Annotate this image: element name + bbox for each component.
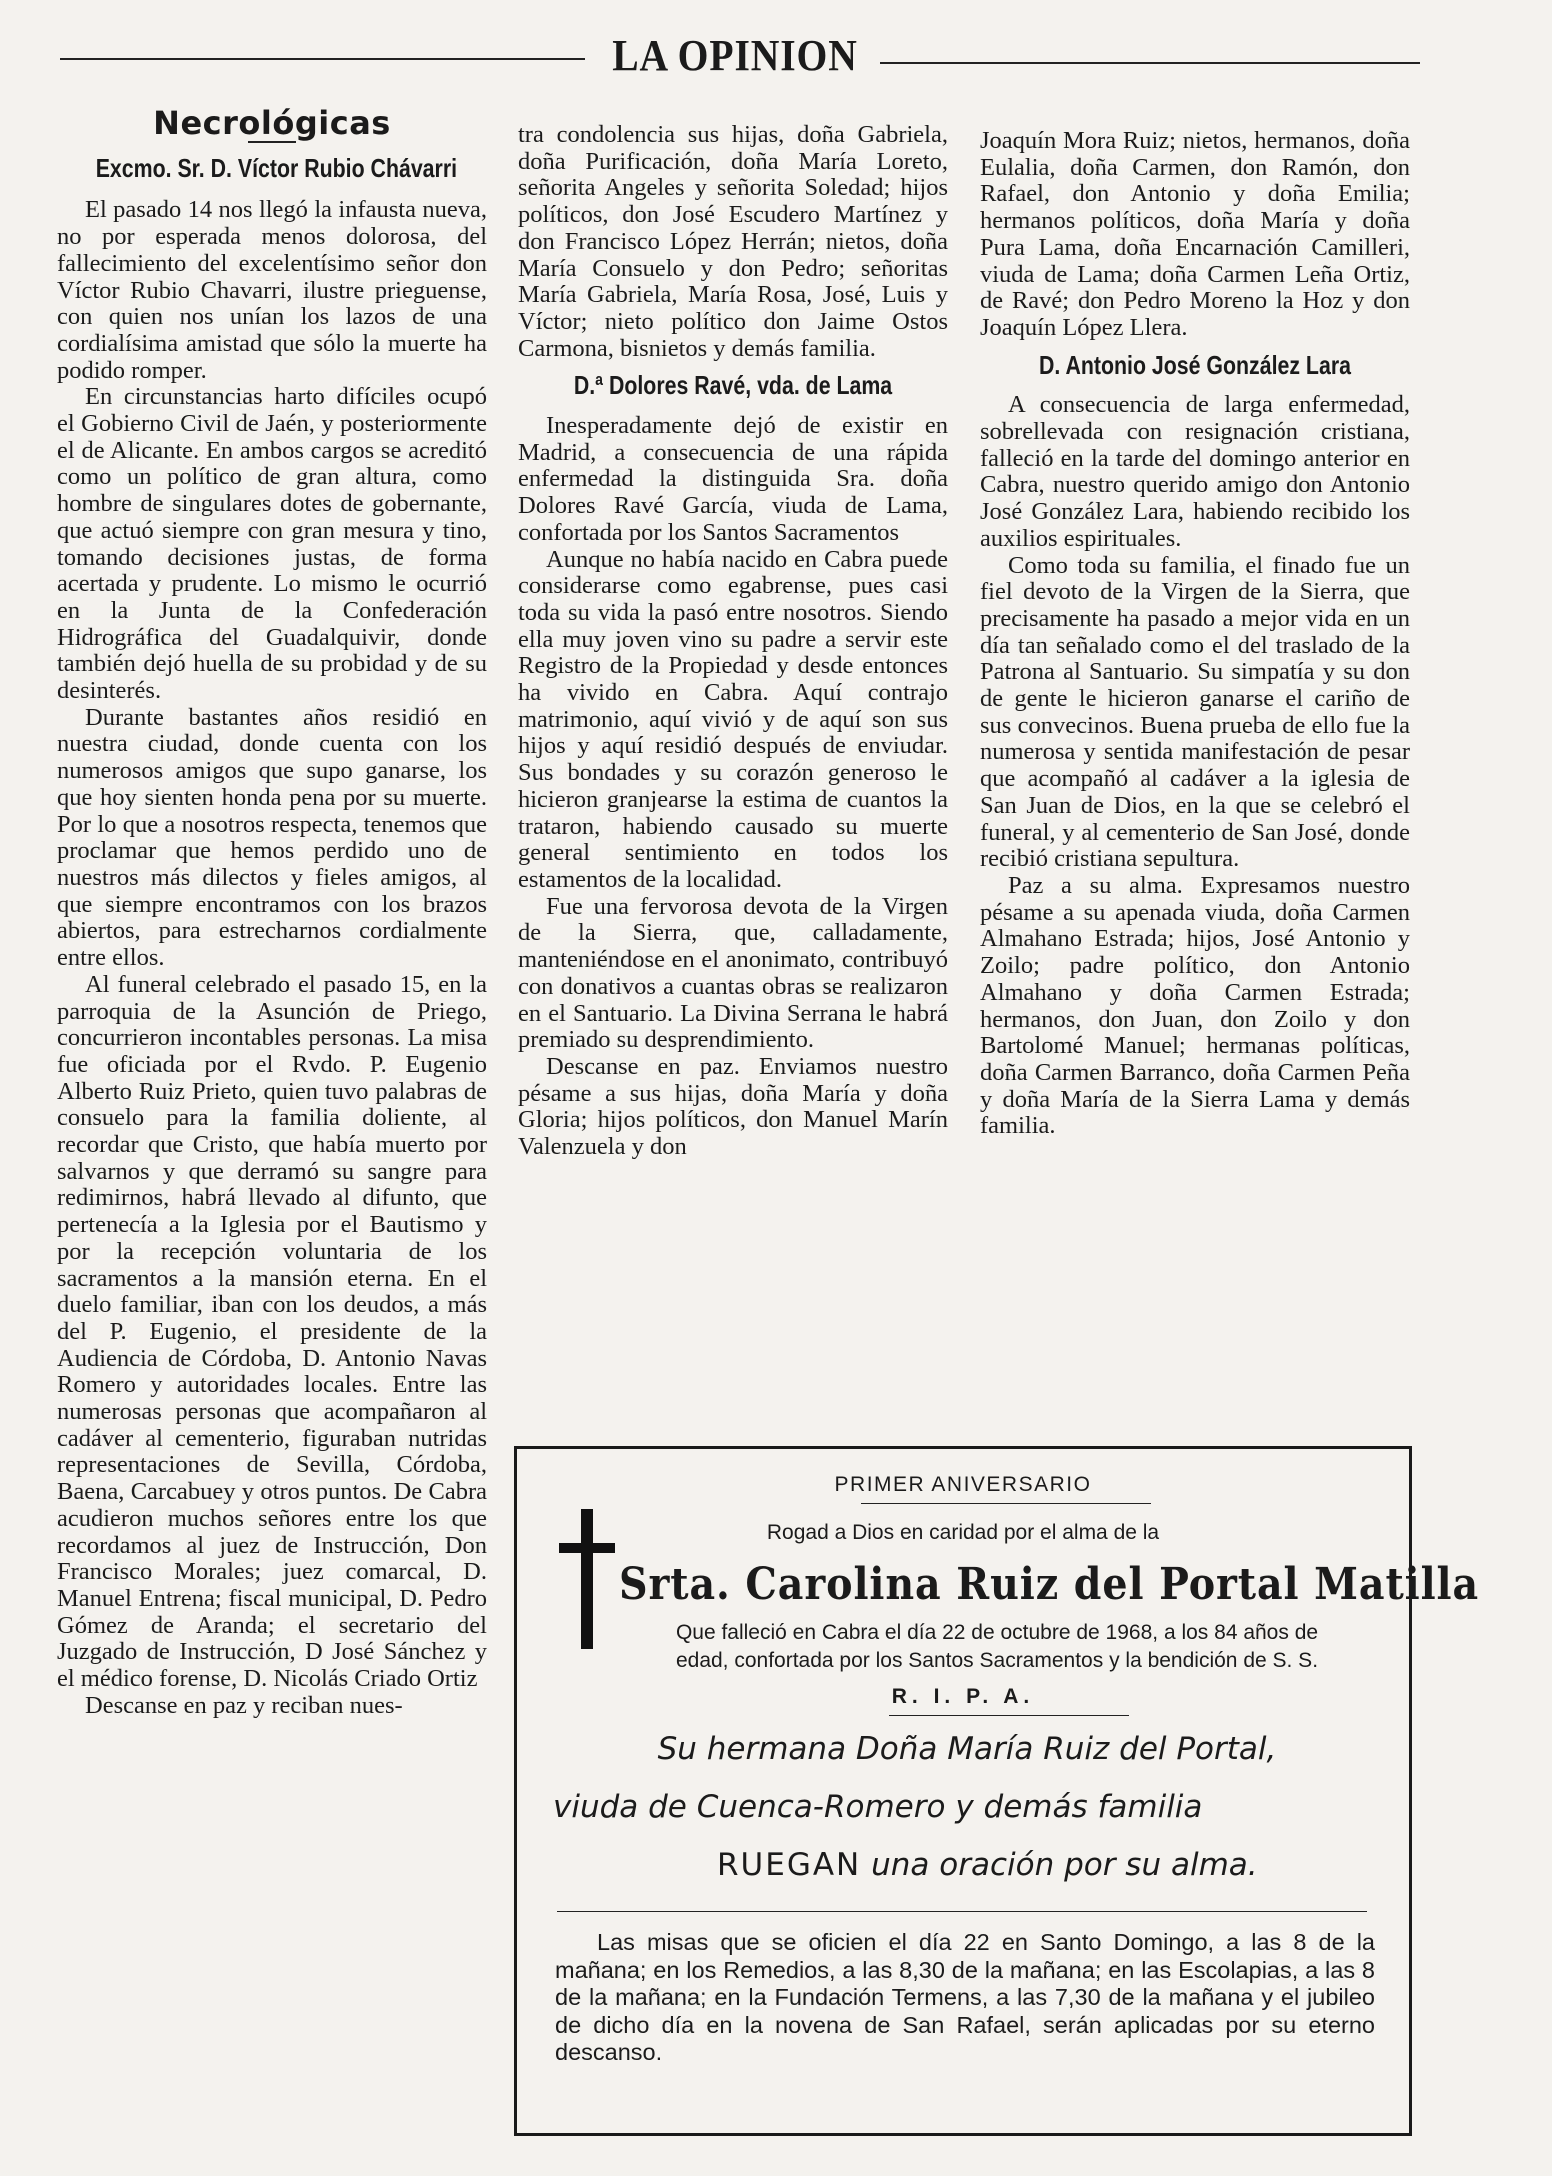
- obituary-paragraph: Al funeral celebrado el pasado 15, en la parroquia de la Asunción de Priego, concurrieron incontables personas. La misa fue oficiada por el Rvdo. P. Eugenio Alberto Ruiz Prieto, quien tuvo palabras de consuelo para la familia doliente, al recordar que Cristo, que había muerto por salvarnos y que derramó su sangre para redimirnos, habrá llevado al difunto, que pertenecía a la Iglesia por el Bautismo y por la recepción voluntaria de los sacramentos a la mansión eterna. En el duelo familiar, iban con los deudos, a más del P. Eugenio, el presidente de la Audiencia de Córdoba, D. Antonio Navas Romero y autoridades locales. Entre las numerosas personas que acompañaron al cadáver al cementerio, figuraban nutridas representaciones de Sevilla, Córdoba, Baena, Carcabuey y otros puntos. De Cabra acudieron muchos señores entre los que recordamos al juez de Instrucción, Don Francisco Morales; juez comarcal, D. Manuel Entrena; fiscal municipal, D. Pedro Gómez de Aranda; el secretario del Juzgado de Instrucción, D José Sánchez y el médico forense, D. Nicolás Criado Ortiz: [57, 970, 487, 1693]
- ruegan-line: [717, 1847, 1397, 1883]
- ripa-underline: [889, 1715, 1129, 1716]
- column-1: [57, 104, 487, 1719]
- obituary-paragraph: A consecuencia de larga enfermedad, sobrellevada con resignación cristiana, falleció en la tarde del domingo anterior en Cabra, nuestro querido amigo don Antonio José González Lara, habiendo recibido los auxilios espirituales.: [980, 391, 1410, 552]
- obituary-paragraph: Inesperadamente dejó de existir en Madrid, a consecuencia de una rápida enfermedad la distinguida Sra. doña Dolores Ravé García, viuda de Lama, confortada por los Santos Sacramentos: [518, 412, 948, 546]
- family-line-2: viuda de Cuenca-Romero y demás familia: [553, 1789, 1203, 1825]
- death-details-line-1: Que falleció en Cabra el día 22 de octubre de 1968, a los 84 años de: [675, 1621, 1319, 1644]
- ruegan-rest: una oración por su alma.: [861, 1847, 1258, 1883]
- masses-schedule: [555, 1929, 1375, 2067]
- masthead-rule-left: [60, 58, 585, 60]
- column-3: [980, 128, 1410, 1140]
- obituary-paragraph: Paz a su alma. Expresamos nuestro pésame a su apenada viuda, doña Carmen Almahano Estrada; hijos, José Antonio y Zoilo; padre político, don Antonio Almahano y doña Carmen Estrada; hermanos, don Juan, don Zoilo y don Bartolomé Manuel; hermanas políticas, doña Carmen Barranco, doña Carmen Peña y doña María de la Sierra Lama y demás familia.: [980, 871, 1410, 1140]
- death-details-line-2: edad, confortada por los Santos Sacramentos y la bendición de S. S.: [675, 1649, 1319, 1672]
- masthead-rule-right: [880, 62, 1420, 64]
- column-2: [518, 122, 948, 1161]
- obituary-title-gonzalez: D. Antonio José González Lara: [1039, 349, 1351, 380]
- continued-paragraph: tra condolencia sus hijas, doña Gabriela, doña Purificación, doña María Loreto, señorita Angeles y señorita Soledad; hijos políticos, don José Escudero Martínez y don Francisco López Herrán; nietos, doña María Consuelo y don Pedro; señoritas María Gabriela, María Rosa, José, Luis y Víctor; nieto político don Jaime Ostos Carmona, bisnietos y demás familia.: [518, 121, 948, 362]
- masthead: [60, 30, 1420, 90]
- anniversary-label: PRIMER ANIVERSARIO: [834, 1473, 1092, 1496]
- obituary-title-rave: D.ª Dolores Ravé, vda. de Lama: [573, 370, 893, 401]
- deceased-name: Srta. Carolina Ruiz del Portal Matilla: [619, 1559, 1480, 1610]
- obituary-paragraph: Fue una fervorosa devota de la Virgen de la Sierra, que, calladamente, manteniéndose en el anonimato, contribuyó con donativos a cuantas obras se realizaron en el Santuario. La Divina Serrana le habrá premiado su desprendimiento.: [518, 892, 948, 1054]
- obituary-paragraph: Durante bastantes años residió en nuestra ciudad, donde cuenta con los numerosos amigos que supo ganarse, los que hoy sienten honda pena por su muerte. Por lo que a nosotros respecta, tenemos que proclamar que hemos perdido uno de nuestros más dilectos y fieles amigos, al que siempre encontramos con los brazos abiertos, para estrecharnos cordialmente entre ellos.: [57, 703, 487, 972]
- newspaper-title: LA OPINION: [612, 31, 858, 80]
- prayer-request: Rogad a Dios en caridad por el alma de la: [766, 1521, 1160, 1544]
- masses-paragraph: Las misas que se oficien el día 22 en Santo Domingo, a las 8 de la mañana; en los Remedios, a las 8,30 de la mañana; en las Escolapias, a las 8 de la mañana; en la Fundación Termens, a las 7,30 de la mañana y el jubileo de dicho día en la novena de San Rafael, serán aplicadas por su eterno descanso.: [555, 1929, 1375, 2065]
- memorial-separator: [557, 1911, 1367, 1912]
- obituary-paragraph: Como toda su familia, el finado fue un fiel devoto de la Virgen de la Sierra, que precisamente ha pasado a mejor vida en un día tan señalado como el del traslado de la Patrona al Santuario. Su simpatía y su don de gente le hicieron ganarse el cariño de sus convecinos. Buena prueba de ello fue la numerosa y sentida manifestación de pesar que acompañó al cadáver a la iglesia de San Juan de Dios, en la que se celebró el funeral, y al cementerio de San José, donde recibió cristiana sepultura.: [980, 551, 1410, 873]
- obituary-paragraph: Aunque no había nacido en Cabra puede considerarse como egabrense, pues casi toda su vida la pasó entre nosotros. Siendo ella muy joven vino su padre a servir este Registro de la Propiedad y desde entonces ha vivido en Cabra. Aquí contrajo matrimonio, aquí vivió y de aquí son sus hijos y aquí residió después de enviudar. Sus bondades y su corazón generoso le hicieron granjearse la estima de cuantos la trataron, habiendo causado su muerte general sentimiento en todos los estamentos de la localidad.: [518, 545, 948, 893]
- obituary-paragraph: Descanse en paz. Enviamos nuestro pésame a sus hijas, doña María y doña Gloria; hijos políticos, don Manuel Marín Valenzuela y don: [518, 1052, 948, 1161]
- family-line-1: Su hermana Doña María Ruiz del Portal,: [657, 1731, 1277, 1767]
- continued-paragraph: Joaquín Mora Ruiz; nietos, hermanos, doña Eulalia, doña Carmen, don Ramón, don Rafael, don Antonio y doña Emilia; hermanos políticos, doña María y doña Pura Lama, doña Encarnación Camilleri, viuda de Lama; doña Carmen Leña Ortiz, de Ravé; don Pedro Moreno la Hoz y don Joaquín López Llera.: [980, 127, 1410, 341]
- memorial-notice-box: [514, 1446, 1480, 2136]
- section-title: Necrológicas: [153, 104, 391, 142]
- obituary-paragraph: El pasado 14 nos llegó la infausta nueva, no por esperada menos dolorosa, del fallecimiento del excelentísimo señor don Víctor Rubio Chavarri, ilustre prieguense, con quien nos unían los lazos de una cordialísima amistad que sólo la muerte ha podido romper.: [57, 196, 487, 384]
- ruegan-word: RUEGAN: [717, 1847, 862, 1883]
- obituary-paragraph: Descanse en paz y reciban nues-: [85, 1691, 403, 1719]
- obituary-title-rubio: Excmo. Sr. D. Víctor Rubio Chávarri: [95, 152, 458, 183]
- obituary-paragraph: En circunstancias harto difíciles ocupó el Gobierno Civil de Jaén, y posteriormente el de Alicante. En ambos cargos se acreditó como un político de gran altura, como hombre de singulares dotes de gobernante, que actuó siempre con gran mesura y tino, tomando decisiones justas, de forma acertada y prudente. Lo mismo le ocurrió en la Junta de la Confederación Hidrográfica del Guadalquivir, donde también dejó huella de su probidad y de su desinterés.: [57, 383, 487, 705]
- anniversary-underline: [861, 1503, 1151, 1504]
- ripa-label: R. I. P. A.: [891, 1685, 1035, 1708]
